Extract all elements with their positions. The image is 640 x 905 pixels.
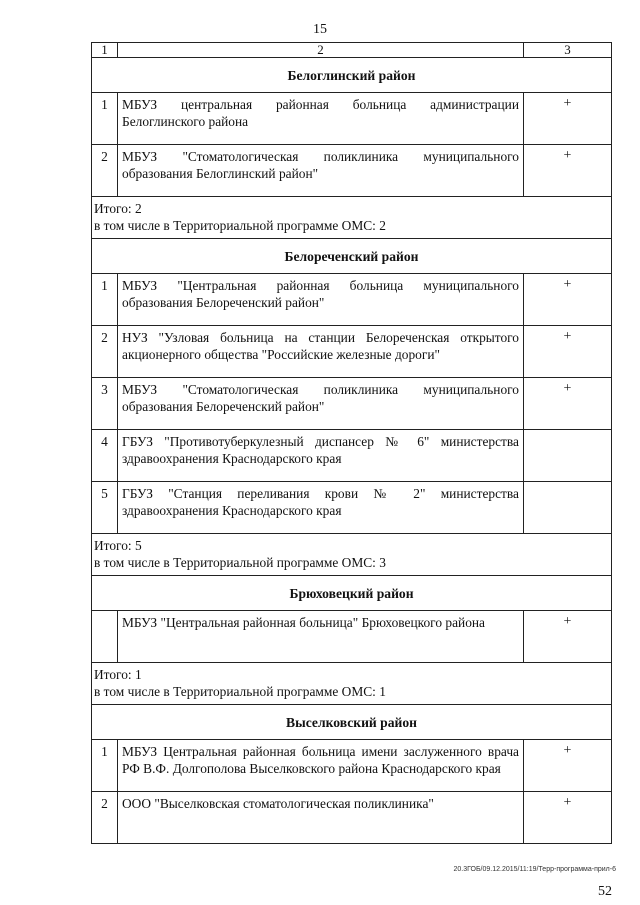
oms-mark: +	[524, 145, 612, 197]
district-row	[92, 239, 612, 274]
total-oms-count: в том числе в Территориальной программе ОМС: 2	[94, 218, 386, 233]
facility-table-body	[92, 43, 612, 844]
header-cell-2: 2	[118, 43, 524, 58]
oms-mark: +	[524, 93, 612, 145]
header-cell-3: 3	[524, 43, 612, 58]
facility-name: МБУЗ центральная районная больница администрации Белоглинского района	[118, 93, 524, 145]
district-title: Белоглинский район	[92, 58, 612, 93]
district-title: Брюховецкий район	[92, 576, 612, 611]
facility-name: ООО "Выселковская стоматологическая поликлиника"	[118, 792, 524, 844]
oms-mark: +	[524, 740, 612, 792]
table-row	[92, 326, 612, 378]
total-cell	[92, 534, 612, 576]
facility-name: НУЗ "Узловая больница на станции Белореченская открытого акционерного общества "Российские железные дороги"	[118, 326, 524, 378]
oms-mark: +	[524, 378, 612, 430]
total-cell	[92, 663, 612, 705]
row-number: 2	[92, 326, 118, 378]
table-row	[92, 430, 612, 482]
district-row	[92, 705, 612, 740]
facility-name: ГБУЗ "Противотуберкулезный диспансер № 6" министерства здравоохранения Краснодарского края	[118, 430, 524, 482]
facility-name: МБУЗ Центральная районная больница имени заслуженного врача РФ В.Ф. Долгополова Выселковского района Краснодарского края	[118, 740, 524, 792]
row-number: 5	[92, 482, 118, 534]
facility-name: МБУЗ "Стоматологическая поликлиника муниципального образования Белоглинский район"	[118, 145, 524, 197]
row-number: 1	[92, 93, 118, 145]
oms-mark	[524, 482, 612, 534]
total-oms-count: в том числе в Территориальной программе ОМС: 3	[94, 555, 386, 570]
total-row	[92, 663, 612, 705]
oms-mark: +	[524, 792, 612, 844]
table-row	[92, 274, 612, 326]
oms-mark: +	[524, 611, 612, 663]
page-number-top: 15	[313, 22, 327, 37]
table-row	[92, 378, 612, 430]
document-footer-code: 20.3ГОБ/09.12.2015/11:19/Терр-программа-прил-6	[453, 866, 616, 873]
header-cell-1: 1	[92, 43, 118, 58]
total-row	[92, 197, 612, 239]
row-number: 1	[92, 274, 118, 326]
oms-mark: +	[524, 274, 612, 326]
facility-name: ГБУЗ "Станция переливания крови № 2" министерства здравоохранения Краснодарского края	[118, 482, 524, 534]
oms-mark: +	[524, 326, 612, 378]
table-row	[92, 93, 612, 145]
facility-name: МБУЗ "Стоматологическая поликлиника муниципального образования Белореченский район"	[118, 378, 524, 430]
table-row	[92, 740, 612, 792]
page-number-bottom: 52	[598, 884, 612, 899]
district-row	[92, 576, 612, 611]
total-cell	[92, 197, 612, 239]
table-row	[92, 482, 612, 534]
row-number: 4	[92, 430, 118, 482]
row-number: 2	[92, 145, 118, 197]
table-row	[92, 145, 612, 197]
table-row	[92, 792, 612, 844]
row-number	[92, 611, 118, 663]
total-row	[92, 534, 612, 576]
row-number: 2	[92, 792, 118, 844]
total-count: Итого: 2	[94, 201, 142, 216]
facility-table	[91, 42, 612, 844]
district-title: Выселковский район	[92, 705, 612, 740]
facility-name: МБУЗ "Центральная районная больница муниципального образования Белореченский район"	[118, 274, 524, 326]
district-row	[92, 58, 612, 93]
total-count: Итого: 1	[94, 667, 142, 682]
total-count: Итого: 5	[94, 538, 142, 553]
row-number: 1	[92, 740, 118, 792]
total-oms-count: в том числе в Территориальной программе ОМС: 1	[94, 684, 386, 699]
oms-mark	[524, 430, 612, 482]
district-title: Белореченский район	[92, 239, 612, 274]
row-number: 3	[92, 378, 118, 430]
facility-table-container	[91, 42, 611, 844]
table-row	[92, 611, 612, 663]
header-row	[92, 43, 612, 58]
facility-name: МБУЗ "Центральная районная больница" Брюховецкого района	[118, 611, 524, 663]
